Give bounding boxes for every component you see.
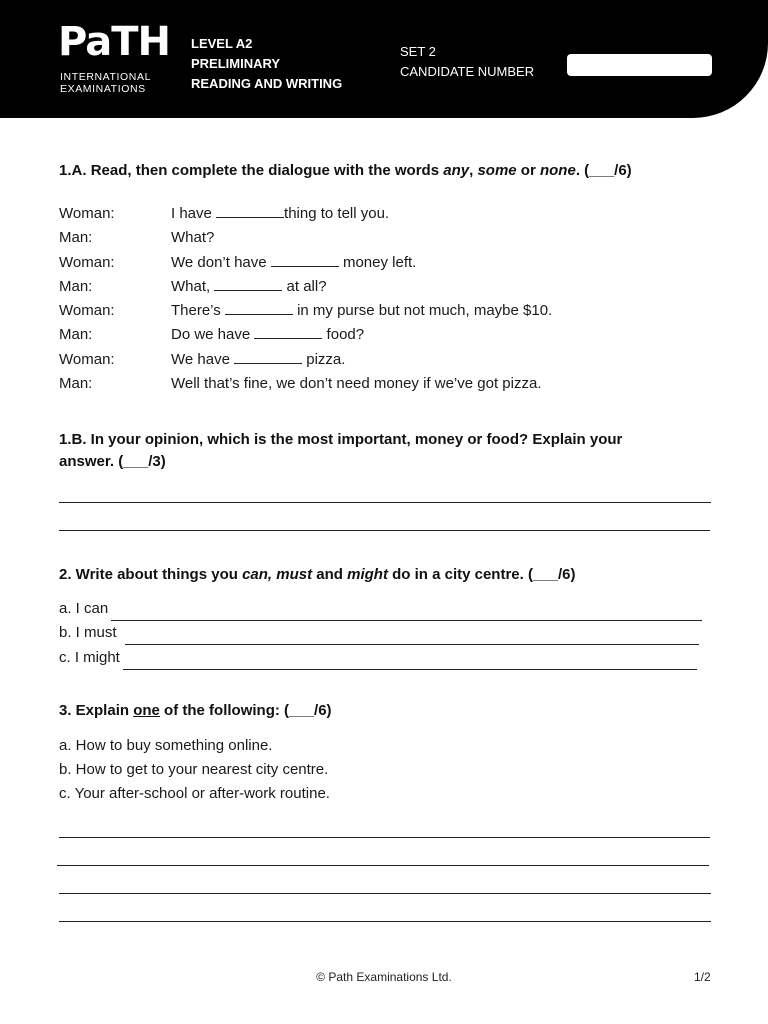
copyright: © Path Examinations Ltd. [316, 970, 452, 984]
q2-title: 2. Write about things you can, must and might do in a city centre. (___/6) [59, 566, 576, 583]
answer-blank[interactable] [234, 348, 302, 364]
exam-header [0, 0, 768, 118]
candidate-number-field[interactable] [567, 54, 712, 76]
set-label: SET 2 [400, 44, 436, 59]
dialogue [59, 202, 679, 396]
set-info [400, 42, 534, 82]
dialogue-line: Man: What, at all? [59, 275, 679, 299]
answer-line[interactable] [125, 629, 699, 645]
dialogue-line: Woman: We don’t have money left. [59, 251, 679, 275]
paper-label: READING AND WRITING [191, 76, 343, 91]
candidate-number-label: CANDIDATE NUMBER [400, 64, 535, 79]
dialogue-line: Woman: There’s in my purse but not much, maybe $10. [59, 299, 679, 323]
answer-line[interactable] [111, 605, 702, 621]
exam-level-info [191, 34, 342, 94]
q1a-title: 1.A. Read, then complete the dialogue with the words any, some or none. (___/6) [59, 162, 632, 179]
logo-subtitle: INTERNATIONAL EXAMINATIONS [60, 71, 152, 95]
dialogue-line: Man: What? [59, 229, 215, 247]
answer-blank[interactable] [214, 275, 282, 291]
dialogue-line: Man: Do we have food? [59, 323, 679, 347]
dialogue-line: Man: Well that’s fine, we don’t need money if we’ve got pizza. [59, 375, 542, 393]
answer-blank[interactable] [216, 202, 284, 218]
answer-blank[interactable] [225, 299, 293, 315]
q2-item-must: b. I must [59, 621, 699, 645]
q3-title: 3. Explain one of the following: (___/6) [59, 702, 332, 719]
option-item: b. How to get to your nearest city centre. [59, 761, 329, 778]
answer-blank[interactable] [254, 323, 322, 339]
dialogue-line: Woman: I have thing to tell you. [59, 202, 679, 226]
answer-line[interactable] [59, 921, 711, 922]
level-label: LEVEL A2 [191, 36, 253, 51]
path-logo: PaTH [58, 19, 170, 65]
answer-line[interactable] [59, 502, 711, 503]
dialogue-line: Woman: We have pizza. [59, 348, 679, 372]
q2-item-can: a. I can [59, 597, 702, 621]
answer-line[interactable] [59, 530, 710, 531]
q1b-title: 1.B. In your opinion, which is the most important, money or food? Explain your answer. (___/3) [59, 431, 623, 470]
page-number: 1/2 [694, 970, 711, 984]
stage-label: PRELIMINARY [191, 56, 281, 71]
answer-blank[interactable] [271, 251, 339, 267]
q2-item-might: c. I might [59, 646, 697, 670]
answer-line[interactable] [57, 865, 709, 866]
option-item: a. How to buy something online. [59, 737, 273, 754]
answer-line[interactable] [123, 654, 697, 670]
answer-line[interactable] [59, 837, 710, 838]
q3-options [59, 734, 330, 806]
answer-line[interactable] [59, 893, 711, 894]
option-item: c. Your after-school or after-work routine. [59, 785, 330, 802]
